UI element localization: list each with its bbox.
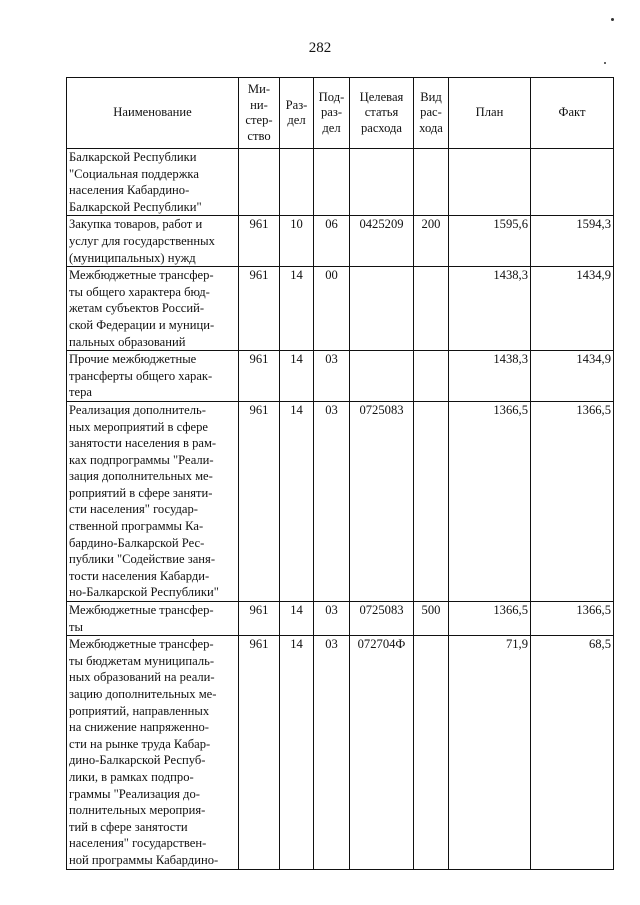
table-row — [67, 216, 614, 267]
scan-speck — [604, 62, 606, 64]
cell-section: 10 — [280, 216, 314, 267]
scan-speck — [611, 18, 614, 21]
cell-plan: 71,9 — [449, 636, 531, 869]
cell-section: 14 — [280, 602, 314, 636]
header-target-item-label: Целевая статья расхода — [359, 89, 404, 135]
cell-name: Межбюджетные трансфер- ты — [67, 602, 239, 636]
cell-name: Балкарской Республики "Социальная поддержка населения Кабардино- Балкарской Республики" — [67, 149, 239, 216]
cell-fact: 1434,9 — [531, 267, 614, 351]
cell-section: 14 — [280, 401, 314, 601]
cell-expense-type — [414, 636, 449, 869]
cell-section: 14 — [280, 267, 314, 351]
table-row — [67, 636, 614, 869]
header-expense-type — [414, 78, 449, 149]
cell-fact: 1434,9 — [531, 351, 614, 402]
cell-target-item: 0725083 — [350, 401, 414, 601]
table-row — [67, 149, 614, 216]
cell-section: 14 — [280, 351, 314, 402]
cell-ministry: 961 — [239, 267, 280, 351]
cell-fact: 1366,5 — [531, 602, 614, 636]
header-target-item — [350, 78, 414, 149]
cell-plan: 1366,5 — [449, 401, 531, 601]
cell-subsection: 06 — [314, 216, 350, 267]
cell-name: Прочие межбюджетные трансферты общего харак- тера — [67, 351, 239, 402]
table-header-row — [67, 78, 614, 149]
cell-plan: 1438,3 — [449, 267, 531, 351]
cell-plan: 1595,6 — [449, 216, 531, 267]
cell-name: Реализация дополнитель- ных мероприятий в сфере занятости населения в рам- ках подпрограммы "Реали- зация дополнительных ме- роприятий в сфере заняти- сти населения" государ- ственной программы Ка- бардино-Балкарской Рес- публики "Содействие заня- тости населения Кабарди- но-Балкарской Республики" — [67, 401, 239, 601]
budget-table — [66, 77, 614, 870]
cell-ministry: 961 — [239, 602, 280, 636]
cell-expense-type: 500 — [414, 602, 449, 636]
table-row — [67, 267, 614, 351]
cell-target-item: 072704Ф — [350, 636, 414, 869]
cell-target-item: 0725083 — [350, 602, 414, 636]
cell-subsection: 03 — [314, 401, 350, 601]
cell-expense-type — [414, 401, 449, 601]
cell-subsection: 00 — [314, 267, 350, 351]
cell-expense-type: 200 — [414, 216, 449, 267]
cell-plan: 1438,3 — [449, 351, 531, 402]
cell-fact: 1366,5 — [531, 401, 614, 601]
cell-section: 14 — [280, 636, 314, 869]
cell-subsection: 03 — [314, 636, 350, 869]
page-number: 282 — [308, 40, 332, 56]
cell-expense-type — [414, 351, 449, 402]
cell-subsection: 03 — [314, 602, 350, 636]
cell-ministry: 961 — [239, 351, 280, 402]
header-name: Наименование — [67, 78, 239, 149]
header-section-label: Раз- дел — [285, 97, 308, 127]
table-row — [67, 351, 614, 402]
table-row — [67, 401, 614, 601]
cell-expense-type — [414, 149, 449, 216]
cell-subsection — [314, 149, 350, 216]
cell-ministry: 961 — [239, 401, 280, 601]
cell-expense-type — [414, 267, 449, 351]
header-ministry — [239, 78, 280, 149]
cell-name: Межбюджетные трансфер- ты бюджетам муниципаль- ных образований на реали- зацию дополнительных ме- роприятий, направленных на снижение напряженно- сти на рынке труда Кабар- дино-Балкарской Респуб- лики, в рамках подпро- граммы "Реализация до- полнительных мероприя- тий в сфере занятости населения" государствен- ной программы Кабардино- — [67, 636, 239, 869]
cell-name: Межбюджетные трансфер- ты общего характера бюд- жетам субъектов Россий- ской Федерации и муници- пальных образований — [67, 267, 239, 351]
cell-ministry: 961 — [239, 216, 280, 267]
table-row — [67, 602, 614, 636]
cell-target-item — [350, 267, 414, 351]
header-subsection-label: Под- раз- дел — [318, 89, 345, 135]
cell-plan — [449, 149, 531, 216]
header-section — [280, 78, 314, 149]
header-fact: Факт — [531, 78, 614, 149]
cell-target-item — [350, 149, 414, 216]
cell-subsection: 03 — [314, 351, 350, 402]
cell-fact: 68,5 — [531, 636, 614, 869]
cell-ministry: 961 — [239, 636, 280, 869]
cell-target-item: 0425209 — [350, 216, 414, 267]
header-plan: План — [449, 78, 531, 149]
cell-fact — [531, 149, 614, 216]
header-expense-type-label: Вид рас- хода — [419, 89, 443, 135]
header-subsection — [314, 78, 350, 149]
cell-plan: 1366,5 — [449, 602, 531, 636]
cell-name: Закупка товаров, работ и услуг для государственных (муниципальных) нужд — [67, 216, 239, 267]
cell-fact: 1594,3 — [531, 216, 614, 267]
cell-ministry — [239, 149, 280, 216]
header-ministry-label: Ми- ни- стер- ство — [245, 82, 273, 143]
cell-target-item — [350, 351, 414, 402]
cell-section — [280, 149, 314, 216]
